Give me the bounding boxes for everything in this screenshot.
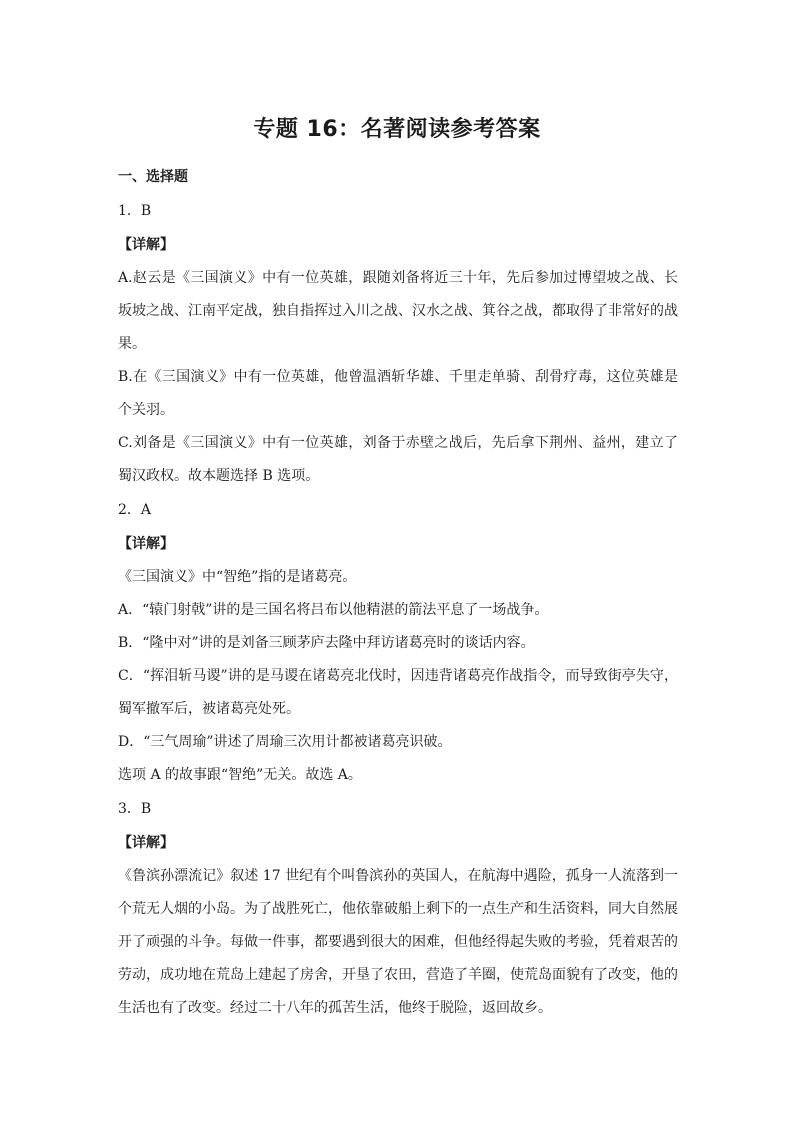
answer-paragraph: A.赵云是《三国演义》中有一位英雄，跟随刘备将近三十年，先后参加过博望坡之战、长坂坡之战、江南平定战，独自指挥过入川之战、汉水之战、箕谷之战，都取得了非常好的战果。 xyxy=(118,270,678,352)
answer-paragraph: B．“隆中对”讲的是刘备三顾茅庐去隆中拜访诸葛亮时的谈话内容。 xyxy=(118,635,535,651)
section-heading: 一、选择题 xyxy=(118,169,188,185)
answer-paragraph: 《鲁滨孙漂流记》叙述 17 世纪有个叫鲁滨孙的英国人，在航海中遇险，孤身一人流落到一个荒无人烟的小岛。为了战胜死亡，他依靠破船上剩下的一点生产和生活资料，同大自然展开了顽强的斗争。每做一件事，都要遇到很大的困难，但他经得起失败的考验，凭着艰苦的劳动，成功地在荒岛上建起了房舍，开垦了农田，营造了羊圈，使荒岛面貌有了改变，他的生活也有了改变。经过二十八年的孤苦生活，他终于脱险，返回故乡。 xyxy=(118,868,678,1016)
question-number: 1．B xyxy=(118,203,152,219)
document-body xyxy=(118,160,678,1025)
detail-label: 【详解】 xyxy=(118,237,174,253)
page-title: 专题 16：名著阅读参考答案 xyxy=(253,117,541,142)
answer-paragraph: D．“三气周瑜”讲述了周瑜三次用计都被诸葛亮识破。 xyxy=(118,734,452,750)
detail-label: 【详解】 xyxy=(118,835,174,851)
answer-paragraph: C.刘备是《三国演义》中有一位英雄，刘备于赤壁之战后，先后拿下荆州、益州，建立了蜀汉政权。故本题选择 B 选项。 xyxy=(118,435,678,484)
answer-paragraph: 《三国演义》中“智绝”指的是诸葛亮。 xyxy=(118,569,357,585)
answer-paragraph: C．“挥泪斩马谡”讲的是马谡在诸葛亮北伐时，因违背诸葛亮作战指令，而导致街亭失守，蜀军撤军后，被诸葛亮处死。 xyxy=(118,668,678,717)
answer-paragraph: A．“辕门射戟”讲的是三国名将吕布以他精湛的箭法平息了一场战争。 xyxy=(118,602,549,618)
question-number: 2．A xyxy=(118,502,152,518)
answer-paragraph: 选项 A 的故事跟“智绝”无关。故选 A。 xyxy=(118,767,362,783)
question-number: 3．B xyxy=(118,801,152,817)
detail-label: 【详解】 xyxy=(118,536,174,552)
answer-paragraph: B.在《三国演义》中有一位英雄，他曾温酒斩华雄、千里走单骑、刮骨疗毒，这位英雄是个关羽。 xyxy=(118,369,678,418)
